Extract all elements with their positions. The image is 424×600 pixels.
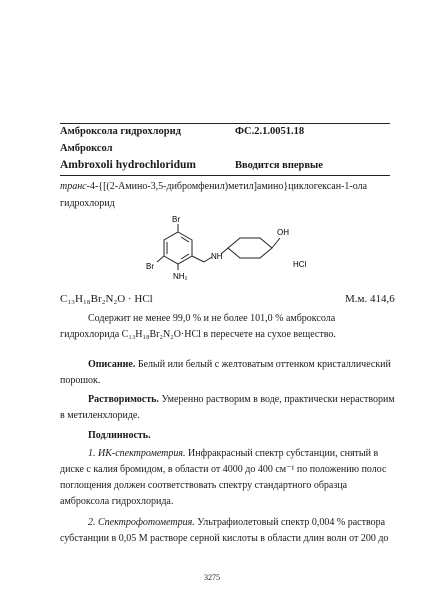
molecular-formula: C₁₃H₁₈Br₂N₂O · HCl — [60, 293, 153, 305]
solubility-text: Умеренно растворим в воде, практически нерастворим — [158, 394, 395, 405]
solubility-line1 — [60, 392, 395, 408]
solubility-line2: в метиленхлориде. — [60, 410, 140, 421]
atom-nh2: NH₂ — [173, 272, 188, 281]
ir-label: 1. ИК-спектрометрия. — [88, 448, 186, 459]
atom-oh: OH — [277, 228, 289, 237]
structural-formula — [140, 212, 380, 294]
atom-br-left: Br — [146, 262, 154, 271]
description-line1 — [60, 357, 390, 373]
atom-br-top: Br — [172, 215, 180, 224]
doc-code: ФС.2.1.0051.18 — [235, 126, 305, 137]
status: Вводится впервые — [235, 160, 323, 171]
description-label: Описание. — [88, 359, 136, 370]
alt-name-ru: Амброксол — [60, 143, 113, 154]
chemical-name-prefix: транс — [60, 181, 87, 192]
ir-line4: амброксола гидрохлорида. — [60, 496, 174, 507]
molecular-mass: М.м. 414,6 — [345, 293, 395, 305]
page-number: 3275 — [204, 573, 220, 582]
benzene-ring — [164, 232, 192, 264]
atom-nh: NH — [211, 252, 223, 261]
cyclohexane-ring — [228, 238, 272, 258]
title-ru: Амброксола гидрохлорид — [60, 126, 181, 137]
salt-hcl: HCl — [293, 260, 307, 269]
solubility-label: Растворимость. — [88, 394, 159, 405]
ir-line2: диске с калия бромидом, в области от 4000 до 400 см⁻¹ по положению полос — [60, 464, 387, 475]
uv-line1 — [60, 515, 390, 531]
header-bottom-rule — [60, 175, 390, 176]
uv-line2: субстанции в 0,05 М растворе серной кислоты в области длин волн от 200 до — [60, 533, 389, 544]
content-line2: гидрохлорида C₁₃H₁₈Br₂N₂O·HCl в пересчете на сухое вещество. — [60, 329, 336, 340]
uv-label: 2. Спектрофотометрия. — [88, 517, 195, 528]
description-text: Белый или белый с желтоватым оттенком кристаллический — [135, 359, 391, 370]
chemical-name-main: -4-{[(2-Амино-3,5-дибромфенил)метил]амино}циклогексан-1-ола — [86, 181, 368, 192]
identity-label: Подлинность. — [88, 430, 151, 441]
title-latin: Ambroxoli hydrochloridum — [60, 159, 196, 171]
chemical-name-line2: гидрохлорид — [60, 198, 115, 209]
ir-line3: поглощения должен соответствовать спектру стандартного образца — [60, 480, 348, 491]
header-top-rule — [60, 123, 390, 124]
ir-line1 — [60, 446, 390, 462]
uv-text: Ультрафиолетовый спектр 0,004 % раствора — [194, 517, 386, 528]
description-line2: порошок. — [60, 375, 101, 386]
chemical-name-line1 — [60, 181, 367, 192]
content-line1: Содержит не менее 99,0 % и не более 101,0 % амброксола — [88, 313, 336, 324]
ir-text: Инфракрасный спектр субстанции, снятый в — [185, 448, 379, 459]
